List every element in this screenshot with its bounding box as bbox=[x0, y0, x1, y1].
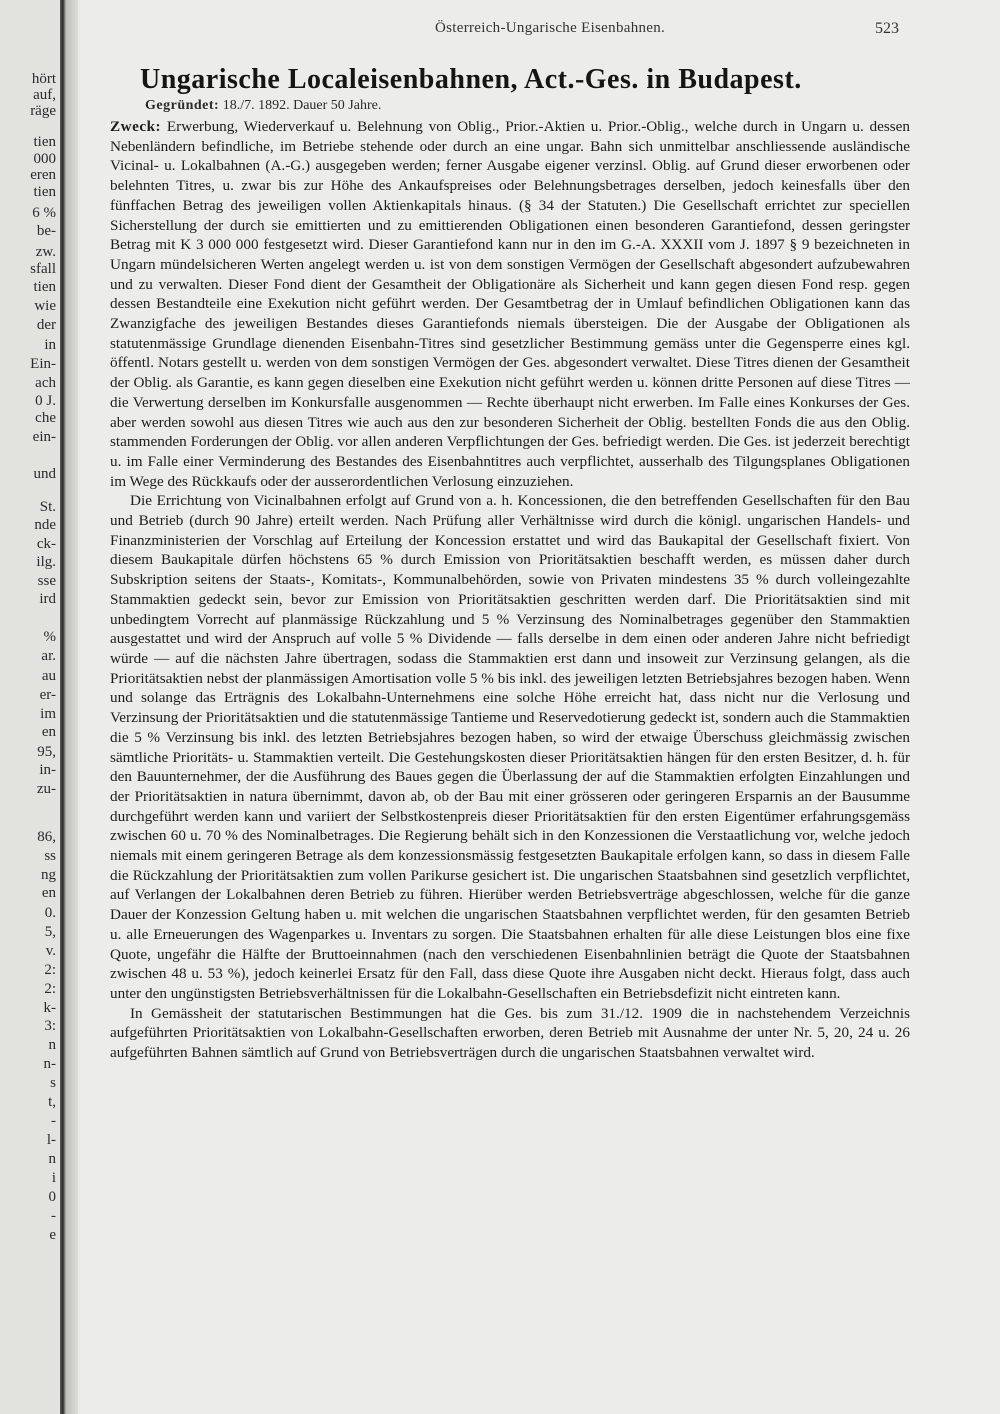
previous-page-fragment: im bbox=[40, 706, 56, 722]
previous-page-fragment: sfall bbox=[30, 261, 56, 277]
previous-page-fragment: k- bbox=[43, 1000, 56, 1016]
previous-page-fragment: in- bbox=[39, 762, 56, 778]
previous-page-fragment: ss bbox=[44, 848, 56, 864]
founded-label: Gegründet: bbox=[145, 98, 220, 113]
previous-page-fragment: zu- bbox=[36, 781, 56, 797]
previous-page-fragment: St. bbox=[39, 499, 56, 515]
paragraph-purpose bbox=[110, 117, 910, 491]
founded-value: 18./7. 1892. Dauer 50 Jahre. bbox=[222, 98, 382, 113]
page-number: 523 bbox=[875, 20, 899, 37]
previous-page-fragment: 3: bbox=[44, 1018, 56, 1034]
previous-page-fragment: t, bbox=[48, 1094, 56, 1110]
previous-page-fragment: 0 bbox=[48, 1189, 56, 1205]
previous-page-fragment: 95, bbox=[37, 744, 56, 760]
previous-page-fragment: wie bbox=[34, 298, 56, 314]
previous-page-fragment: 86, bbox=[37, 829, 56, 845]
paragraph-text: Erwerbung, Wiederverkauf u. Belehnung von Oblig., Prior.-Aktien u. Prior.-Oblig., welche durch in Ungarn u. dessen Nebenländern befindliche, im Betriebe stehende oder durch an eine ungar. Bahn sich unmittelbar anschliessende ausländische Vicinal- u. Lokalbahnen (A.-G.) ausgegeben werden; ferner Ausgabe eigener verzinsl. Oblig. auf Grund dieser erworbenen oder belehnten Titres, u. zwar bis zur Höhe des Ankaufspreises oder Belehnungsbetrages derselben, jedoch keinesfalls über den fünffachen Betrag des jeweiligen vollen Aktienkapitals hinaus. (§ 34 der Statuten.) Die Gesellschaft errichtet zur speciellen Sicherstellung der durch sie emittierten und zu emittierenden Obligationen einen besonderen Garantiefond, dessen geringster Betrag mit K 3 000 000 festgesetzt wird. Dieser Garantiefond kann nur in den im G.-A. XXXII vom J. 1897 § 9 bezeichneten in Ungarn mündelsicheren Werten angelegt werden u. ist von dem sonstigen Vermögen der Gesellschaft abgesondert aufzubewahren und zu verwalten. Dieser Fond dient der Gesamtheit der Obligationäre als Sicherheit und kann gegen diesen Fond resp. gegen dessen Bestandteile eine Exekution nicht geführt werden. Der Gesamtbetrag der in Umlauf befindlichen Obligationen kann das Zwanzigfache des jeweiligen Bestandes dieses Garantiefonds niemals übersteigen. Die der Ausgabe der Obligationen als statutenmässige Grundlage dienenden Eisenbahn-Titres sind gesetzlicher Bestimmung gemäss unter die Gegensperre eines kgl. öffentl. Notars gestellt u. werden von dem sonstigen Vermögen der Ges. abgesondert verwaltet. Diese Titres dienen der Gesamtheit der Oblig. als Garantie, es kann gegen dieselben eine Exekution nicht geführt werden u. können dritte Personen auf diese Titres — die Verwertung derselben im Konkursfalle ausgenommen — Rechte überhaupt nicht erwerben. Im Falle eines Konkurses der Ges. aber werden sowohl aus diesen Titres wie auch aus den zur besonderen Sicherheit der Oblig. bestellten Fonds die aus den Oblig. stammenden Forderungen der Oblig. vor allen anderen Verpflichtungen der Ges. befriedigt werden. Die Ges. ist jederzeit berechtigt u. im Falle einer Verminderung des Bestandes des Eisenbahntitres auch verpflichtet, ausserhalb des Tilgungsplanes Obligationen im Wege des Rückkaufs oder der ausserordentlichen Verlosung einzuziehen. bbox=[110, 118, 911, 490]
previous-page-fragment: e bbox=[49, 1227, 56, 1243]
previous-page-fragment: n bbox=[48, 1151, 56, 1167]
paragraph-vicinal: Die Errichtung von Vicinalbahnen erfolgt auf Grund von a. h. Koncessionen, die den betreffenden Gesellschaften für den Bau und Betrieb (durch 90 Jahre) erteilt werden. Nach Prüfung aller Verhältnisse wird durch die königl. ungarischen Handels- und Finanzministerien der Vorschlag auf Erteilung der Koncession erstattet und wird das Baukapital der Gesellschaft fixiert. Von diesem Baukapitale dürfen höchstens 65 % durch Emission von Prioritätsaktien beschafft werden, es müssen daher durch Subskription seitens der Staats-, Komitats-, Kommunalbehörden, sowie von Privaten mindestens 35 % durch volleingezahlte Stammaktien gedeckt sein, bevor zur Emission von Prioritätsaktien geschritten werden darf. Die Prioritätsaktien sind mit unbedingtem Vorrecht auf planmässige Rückzahlung und 5 % Verzinsung des Nominalbetrages gegenüber den Stammaktien ausgestattet und wird der Anspruch auf volle 5 % Dividende — falls derselbe in dem einen oder anderen Jahre nicht befriedigt würde — auf die nächsten Jahre übertragen, sodass die Stammaktien erst dann und insoweit zur Verzinsung gelangen, als die Prioritätsaktien nebst der planmässigen Amortisation volle 5 % bis inkl. des jeweiligen letzten Betriebsjahres bezogen haben. Wenn und solange das Erträgnis des Lokalbahn-Unternehmens eine solche Höhe erreicht hat, dass nicht nur die Verlosung und Verzinsung der Prioritätsaktien und die statutenmässige Tantieme und Reservedotierung gedeckt ist, sondern auch die Stammaktien die 5 % Verzinsung bis inkl. des letzten Betriebsjahres bezogen haben, so wird der etwaige Überschuss gleichmässig zwischen sämtliche Prioritäts- u. Stammaktien verteilt. Die Gestehungskosten dieser Prioritätsaktien hängen für den ersten Besitzer, d. h. für den Bauunternehmer, der die Ausführung des Baues gegen die Überlassung der auf die Stammaktien erfolgten Einzahlungen und der Prioritätsaktien in natura übernimmt, davon ab, ob der Bau mit einer grösseren oder geringeren Ersparnis an der Bausumme durchgeführt werden kann und variiert der Selbstkostenpreis dieser Prioritätsaktien für den ersten Eigentümer erfahrungsgemäss zwischen 60 u. 70 % des Nominalbetrages. Die Regierung behält sich in den Konzessionen die Verstaatlichung vor, welche jedoch niemals mit einem geringeren Betrage als dem konzessionsmässig festgesetzten Baukapitale erfolgen kann, so dass in diesem Falle die Rückzahlung der Prioritätsaktien zum vollen Parikurse gesichert ist. Die ungarischen Staatsbahnen sind gesetzlich verpflichtet, auf Verlangen der Lokalbahnen deren Betrieb zu führen. Hierüber werden Betriebsverträge abgeschlossen, welche für die ganze Dauer der Konzession Geltung haben u. mit welchen die ungarischen Staatsbahnen verpflichtet werden, für den gesamten Betrieb u. alle Erneuerungen des Wagenparkes u. Inventars zu sorgen. Die Staatsbahnen erhalten für alle diese Leistungen blos eine fixe Quote, ungefähr die Hälfte der Bruttoeinnahmen (nach den verschiedenen Eisenbahnlinien beträgt die Quote der Staatsbahnen zwischen 48 u. 53 %), jedoch keinerlei Ersatz für den Fall, dass diese Quote ihre Ausgaben nicht deckt. Hieraus folgt, dass auch unter den ungünstigsten Betriebsverhältnissen für die Lokalbahn-Gesellschaften ein Betriebsdefizit nicht eintreten kann. bbox=[110, 492, 910, 1002]
previous-page-fragment: ein- bbox=[32, 429, 56, 445]
previous-page-fragment: 6 % bbox=[32, 205, 56, 221]
previous-page-fragment: tien bbox=[33, 184, 56, 200]
previous-page-fragment: 0. bbox=[44, 905, 56, 921]
previous-page-fragment: i bbox=[51, 1170, 56, 1186]
previous-page-fragment: ach bbox=[35, 375, 56, 391]
previous-page-fragment: tien bbox=[33, 134, 56, 150]
previous-page-fragment: ck- bbox=[36, 536, 56, 552]
founded-line bbox=[145, 98, 381, 114]
previous-page-fragment: en bbox=[41, 885, 56, 901]
previous-page-fragment: ng bbox=[41, 867, 56, 883]
previous-page-fragment: l- bbox=[46, 1132, 56, 1148]
previous-page-fragment: n- bbox=[43, 1056, 56, 1072]
previous-page-fragment: 000 bbox=[33, 151, 56, 167]
previous-page-fragment: und bbox=[33, 466, 56, 482]
previous-page-fragment: sse bbox=[37, 573, 56, 589]
previous-page-fragment: che bbox=[35, 410, 56, 426]
body-text bbox=[110, 117, 910, 1063]
company-title: Ungarische Localeisenbahnen, Act.-Ges. in Budapest. bbox=[140, 64, 802, 95]
previous-page-fragment: ar. bbox=[41, 648, 56, 664]
previous-page-fragment: er- bbox=[39, 687, 56, 703]
previous-page-fragment: - bbox=[51, 1113, 56, 1129]
previous-page-fragment: 0 J. bbox=[35, 393, 56, 409]
previous-page-fragment: der bbox=[36, 317, 56, 333]
previous-page-fragment: n bbox=[48, 1037, 56, 1053]
previous-page-fragment: 2: bbox=[44, 962, 56, 978]
previous-page-fragment: 5, bbox=[44, 924, 56, 940]
previous-page-fragment: 2: bbox=[44, 981, 56, 997]
previous-page-fragment: % bbox=[43, 629, 56, 645]
purpose-label: Zweck: bbox=[110, 118, 162, 135]
previous-page-fragment: au bbox=[41, 668, 56, 684]
previous-page-fragment: s bbox=[50, 1075, 56, 1091]
previous-page-fragment: in bbox=[44, 337, 56, 353]
previous-page-fragment: nde bbox=[34, 517, 56, 533]
previous-page-strip bbox=[0, 0, 60, 1414]
paragraph-holdings: In Gemässheit der statutarischen Bestimmungen hat die Ges. bis zum 31./12. 1909 die in nachstehendem Verzeichnis aufgeführten Prioritätsaktien von Lokalbahn-Gesellschaften erworben, deren Betrieb mit Ausnahme der unter Nr. 5, 20, 24 u. 26 aufgeführten Bahnen sämtlich auf Grund von Betriebsverträgen durch die ungarischen Staatsbahnen verwaltet wird. bbox=[110, 1004, 910, 1062]
previous-page-fragment: eren bbox=[30, 167, 56, 183]
previous-page-fragment: tien bbox=[33, 279, 56, 295]
previous-page-fragment: ird bbox=[39, 591, 56, 607]
previous-page-fragment: auf, bbox=[33, 87, 56, 103]
previous-page-fragment: Ein- bbox=[30, 356, 56, 372]
previous-page-fragment: zw. bbox=[35, 244, 56, 260]
page bbox=[80, 0, 1000, 1414]
running-head: Österreich-Ungarische Eisenbahnen. bbox=[435, 20, 666, 36]
previous-page-fragment: - bbox=[51, 1208, 56, 1224]
previous-page-fragment: en bbox=[41, 724, 56, 740]
book-gutter bbox=[60, 0, 78, 1414]
previous-page-fragment: v. bbox=[45, 943, 56, 959]
previous-page-fragment: räge bbox=[30, 103, 56, 119]
previous-page-fragment: be- bbox=[36, 223, 56, 239]
previous-page-fragment: ilg. bbox=[36, 554, 56, 570]
previous-page-fragment: hört bbox=[31, 71, 56, 87]
